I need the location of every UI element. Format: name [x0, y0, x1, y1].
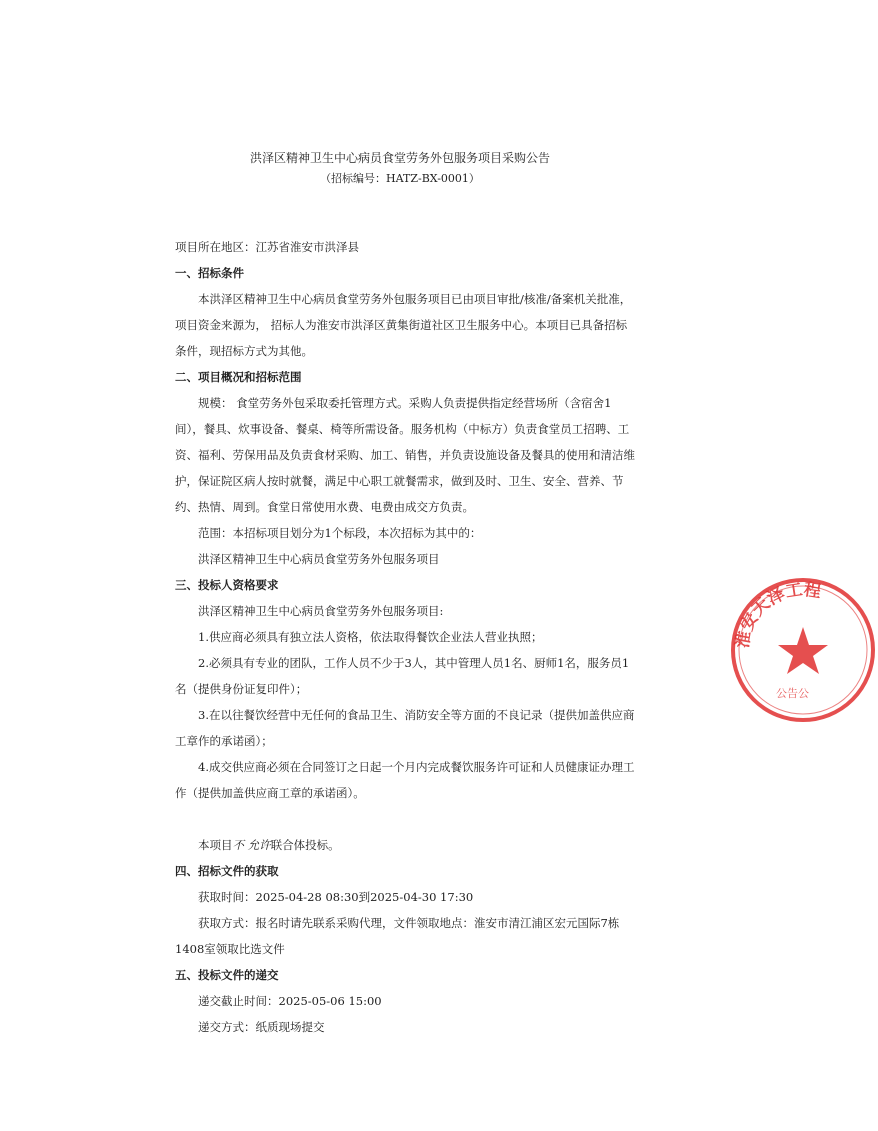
section-heading-conditions: 一、招标条件: [175, 266, 244, 280]
section-heading-qualifications: 三、投标人资格要求: [175, 578, 279, 592]
seal-star-icon: [778, 627, 828, 674]
qualification-item-2: 2.必须具有专业的团队，工作人员不少于3人，其中管理人员1名、厨师1名，服务员1名（提供身份证复印件）；: [175, 656, 630, 696]
section-heading-documents: 四、招标文件的获取: [175, 864, 279, 878]
spacer: [175, 806, 635, 832]
consortium-statement: [175, 832, 635, 858]
consortium-not-allowed: 不 允许: [232, 838, 271, 852]
section-heading-submission: 五、投标文件的递交: [175, 968, 279, 982]
official-seal-stamp: [728, 575, 878, 725]
document-body: [175, 234, 635, 1040]
document-acquisition-method: 获取方式：报名时请先联系采购代理，文件领取地点：淮安市清江浦区宏元国际7栋1408室领取比选文件: [175, 916, 620, 956]
range-paragraph: 范围：本招标项目划分为1个标段，本次招标为其中的：: [198, 526, 482, 540]
lot-name: 洪泽区精神卫生中心病员食堂劳务外包服务项目: [198, 552, 440, 566]
seal-bottom-text: 公告公: [776, 687, 809, 700]
tender-code: （招标编号：HATZ-BX-0001）: [320, 172, 480, 185]
project-location: 项目所在地区：江苏省淮安市洪泽县: [175, 240, 359, 254]
consortium-prefix: 本项目: [198, 838, 233, 852]
document-title: 洪泽区精神卫生中心病员食堂劳务外包服务项目采购公告: [249, 151, 550, 165]
submission-deadline: 递交截止时间：2025-05-06 15:00: [198, 994, 382, 1008]
consortium-suffix: 联合体投标。: [270, 838, 340, 852]
scale-paragraph: 规模： 食堂劳务外包采取委托管理方式。采购人负责提供指定经营场所（含宿舍1间），餐具、炊事设备、餐桌、椅等所需设备。服务机构（中标方）负责食堂员工招聘、工资、福利、劳保用品及负责食材采购、加工、销售，并负责设施设备及餐具的使用和清洁维护，保证院区病人按时就餐，满足中心职工就餐需求，做到及时、卫生、安全、营养、节约、热情、周到。食堂日常使用水费、电费由成交方负责。: [175, 396, 635, 514]
section-heading-overview: 二、项目概况和招标范围: [175, 370, 302, 384]
submission-method: 递交方式：纸质现场提交: [198, 1020, 325, 1034]
conditions-paragraph: 本洪泽区精神卫生中心病员食堂劳务外包服务项目已由项目审批/核准/备案机关批准，项目资金来源为， 招标人为淮安市洪泽区黄集街道社区卫生服务中心。本项目已具备招标条件，现招标方式为其他。: [175, 292, 632, 358]
qualification-item-4: 4.成交供应商必须在合同签订之日起一个月内完成餐饮服务许可证和人员健康证办理工作（提供加盖供应商工章的承诺函）。: [175, 760, 635, 800]
seal-arc-text: 淮安天泽工程: [732, 579, 823, 650]
title-block: [0, 148, 800, 188]
qualifications-intro: 洪泽区精神卫生中心病员食堂劳务外包服务项目:: [198, 604, 444, 618]
document-acquisition-time: 获取时间：2025-04-28 08:30到2025-04-30 17:30: [198, 890, 474, 904]
qualification-item-3: 3.在以往餐饮经营中无任何的食品卫生、消防安全等方面的不良记录（提供加盖供应商工章作的承诺函）；: [175, 708, 635, 748]
qualification-item-1: 1.供应商必须具有独立法人资格，依法取得餐饮企业法人营业执照；: [198, 630, 543, 644]
